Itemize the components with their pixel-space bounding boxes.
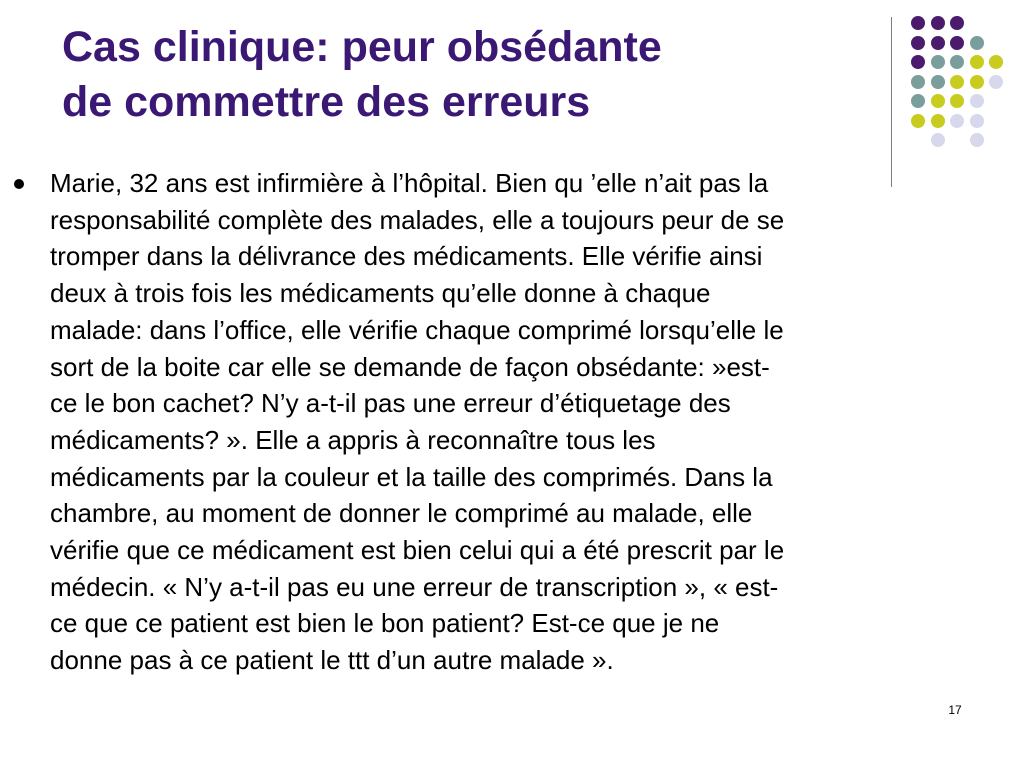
bullet-line-12: médecin. « N’y a-t-il pas eu une erreur de transcription », « est- <box>50 571 779 602</box>
decorative-dot <box>970 94 984 108</box>
bullet-line-7: ce le bon cachet? N’y a-t-il pas une erreur d’étiquetage des <box>50 388 731 419</box>
decorative-dot <box>931 36 945 50</box>
bullet-line-5: malade: dans l’office, elle vérifie chaque comprimé lorsqu’elle le <box>50 314 784 345</box>
decorative-dot <box>911 36 925 50</box>
decorative-dot <box>950 114 964 128</box>
decorative-dot <box>989 75 1003 89</box>
decorative-dot <box>911 16 925 30</box>
slide-title <box>62 20 862 130</box>
decorative-dot <box>970 75 984 89</box>
decorative-dot <box>970 36 984 50</box>
bullet-item <box>14 165 1019 679</box>
decorative-dot <box>950 16 964 30</box>
decorative-dot <box>950 75 964 89</box>
bullet-line-1: Marie, 32 ans est infirmière à l’hôpital. Bien qu ’elle n’ait pas la <box>50 168 769 198</box>
decorative-dot <box>931 114 945 128</box>
bullet-dot-icon <box>14 179 24 189</box>
decorative-dot <box>931 16 945 30</box>
decorative-dot <box>950 55 964 69</box>
decorative-dot <box>970 55 984 69</box>
decorative-dot <box>911 94 925 108</box>
decorative-dot <box>931 133 945 147</box>
decorative-dot <box>950 36 964 50</box>
slide-number: 17 <box>948 703 962 717</box>
slide-body <box>14 165 1019 679</box>
bullet-line-6: sort de la boite car elle se demande de façon obsédante: »est- <box>50 351 770 382</box>
bullet-line-11: vérifie que ce médicament est bien celui qui a été prescrit par le <box>50 535 785 566</box>
decorative-dot <box>970 133 984 147</box>
bullet-line-9: médicaments par la couleur et la taille des comprimés. Dans la <box>50 461 773 492</box>
bullet-line-13: ce que ce patient est bien le bon patient? Est-ce que je ne <box>50 608 720 639</box>
decorative-dot <box>911 114 925 128</box>
bullet-line-10: chambre, au moment de donner le comprimé au malade, elle <box>50 498 753 529</box>
bullet-line-4: deux à trois fois les médicaments qu’elle donne à chaque <box>50 278 711 309</box>
slide-title-line-2: de commettre des erreurs <box>62 78 591 126</box>
bullet-line-8: médicaments? ». Elle a appris à reconnaître tous les <box>50 424 656 455</box>
decorative-dot <box>931 55 945 69</box>
bullet-line-3: tromper dans la délivrance des médicaments. Elle vérifie ainsi <box>50 241 763 272</box>
decorative-dot <box>911 55 925 69</box>
decorative-dot <box>931 75 945 89</box>
decorative-divider <box>891 17 892 187</box>
bullet-line-2: responsabilité complète des malades, elle a toujours peur de se <box>50 204 785 235</box>
decorative-dot <box>989 55 1003 69</box>
decorative-dot <box>911 75 925 89</box>
decorative-dot <box>931 94 945 108</box>
bullet-line-14: donne pas à ce patient le ttt d’un autre malade ». <box>50 645 614 676</box>
decorative-dot <box>950 94 964 108</box>
slide-title-line-1: Cas clinique: peur obsédante <box>62 23 662 71</box>
decorative-dot <box>970 114 984 128</box>
